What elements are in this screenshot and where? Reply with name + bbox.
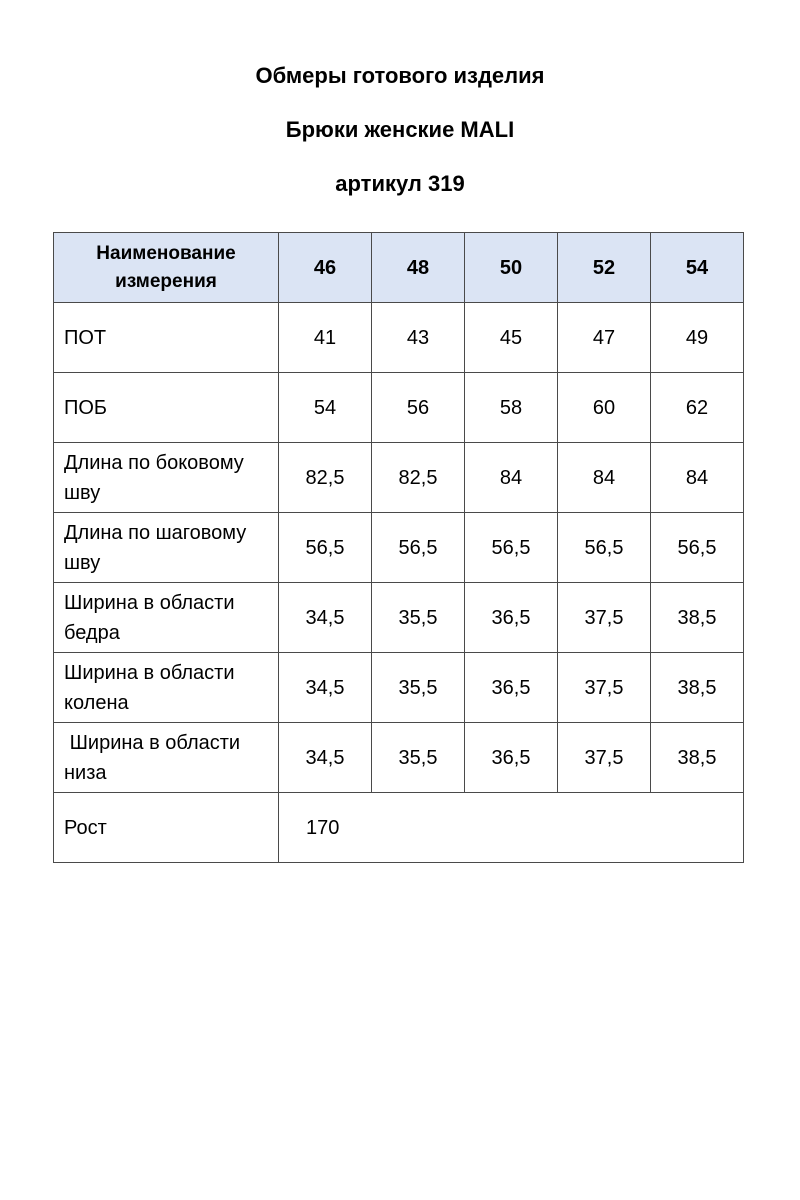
table-cell: 56,5 <box>372 513 465 583</box>
article-number: артикул 319 <box>335 171 465 196</box>
table-cell: 62 <box>651 373 744 443</box>
row-label: Рост <box>54 793 279 863</box>
size-header: 50 <box>465 233 558 303</box>
table-row <box>54 583 744 653</box>
table-row <box>54 443 744 513</box>
table-cell: 47 <box>558 303 651 373</box>
table-row <box>54 723 744 793</box>
table-cell: 38,5 <box>651 583 744 653</box>
table-row <box>54 653 744 723</box>
table-cell: 41 <box>279 303 372 373</box>
table-cell: 36,5 <box>465 653 558 723</box>
table-cell: 56 <box>372 373 465 443</box>
table-cell: 84 <box>558 443 651 513</box>
size-header: 46 <box>279 233 372 303</box>
table-cell: 58 <box>465 373 558 443</box>
table-cell: 37,5 <box>558 583 651 653</box>
row-label: Ширина в области бедра <box>54 583 279 653</box>
table-cell: 56,5 <box>558 513 651 583</box>
table-cell: 37,5 <box>558 653 651 723</box>
table-cell: 36,5 <box>465 583 558 653</box>
table-cell: 60 <box>558 373 651 443</box>
table-cell: 34,5 <box>279 723 372 793</box>
size-header: 48 <box>372 233 465 303</box>
measurement-name-header: Наименование измерения <box>54 233 279 303</box>
table-row <box>54 513 744 583</box>
row-label: ПОБ <box>54 373 279 443</box>
document-title: Обмеры готового изделия <box>255 63 545 88</box>
table-cell: 56,5 <box>651 513 744 583</box>
table-cell: 36,5 <box>465 723 558 793</box>
measurements-table <box>53 232 744 863</box>
growth-value: 170 <box>279 793 744 863</box>
size-header: 52 <box>558 233 651 303</box>
table-cell: 38,5 <box>651 653 744 723</box>
table-row-growth <box>54 793 744 863</box>
row-label: Длина по боковому шву <box>54 443 279 513</box>
table-cell: 34,5 <box>279 583 372 653</box>
table-cell: 82,5 <box>372 443 465 513</box>
table-header-row <box>54 233 744 303</box>
row-label: Ширина в области низа <box>54 723 279 793</box>
table-cell: 49 <box>651 303 744 373</box>
table-cell: 35,5 <box>372 583 465 653</box>
product-name: Брюки женские MALI <box>285 117 515 142</box>
row-label: ПОТ <box>54 303 279 373</box>
table-cell: 34,5 <box>279 653 372 723</box>
table-cell: 37,5 <box>558 723 651 793</box>
table-cell: 43 <box>372 303 465 373</box>
table-cell: 38,5 <box>651 723 744 793</box>
row-label: Ширина в области колена <box>54 653 279 723</box>
row-label: Длина по шаговому шву <box>54 513 279 583</box>
table-cell: 56,5 <box>465 513 558 583</box>
table-cell: 35,5 <box>372 653 465 723</box>
table-cell: 54 <box>279 373 372 443</box>
table-row <box>54 303 744 373</box>
size-header: 54 <box>651 233 744 303</box>
table-cell: 56,5 <box>279 513 372 583</box>
table-cell: 45 <box>465 303 558 373</box>
table-cell: 84 <box>651 443 744 513</box>
table-cell: 84 <box>465 443 558 513</box>
table-cell: 82,5 <box>279 443 372 513</box>
table-row <box>54 373 744 443</box>
table-cell: 35,5 <box>372 723 465 793</box>
